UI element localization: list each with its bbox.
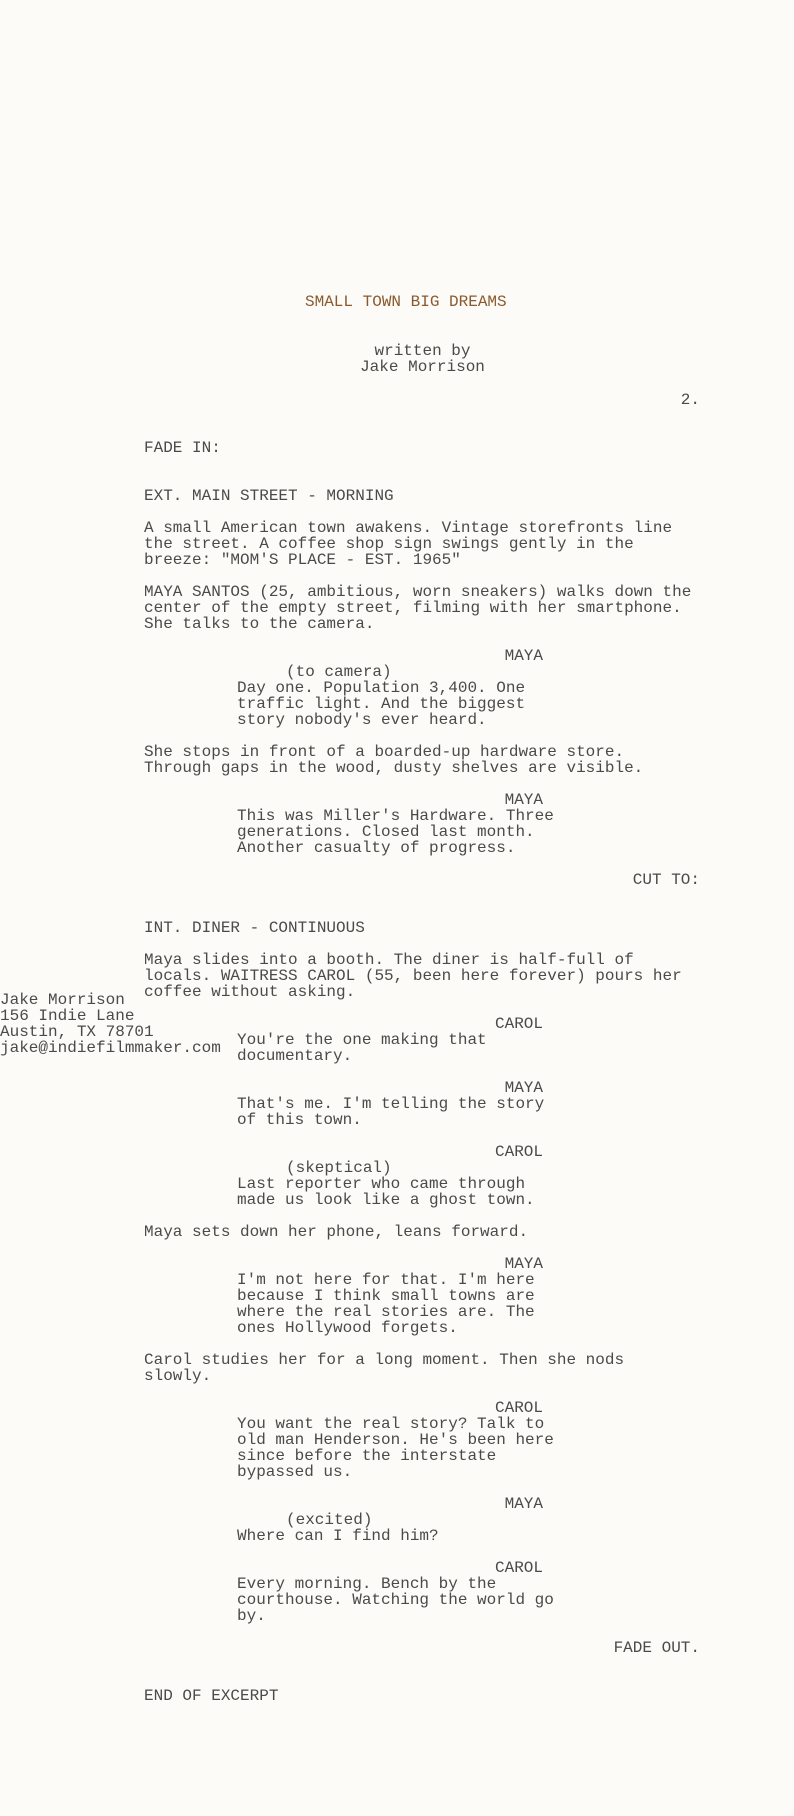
action-line: Through gaps in the wood, dusty shelves are visible. xyxy=(144,759,644,777)
action-line: center of the empty street, filming with her smartphone. xyxy=(144,599,682,617)
contact-city: Austin, TX 78701 xyxy=(0,1023,154,1041)
character-cue: MAYA xyxy=(504,1255,543,1273)
dialogue-line: bypassed us. xyxy=(237,1463,353,1481)
character-cue: CAROL xyxy=(494,1143,543,1161)
scene-heading: INT. DINER - CONTINUOUS xyxy=(144,919,365,937)
script-title: SMALL TOWN BIG DREAMS xyxy=(305,293,507,311)
dialogue-line: Where can I find him? xyxy=(237,1527,439,1545)
character-cue: MAYA xyxy=(504,1079,543,1097)
dialogue-line: ones Hollywood forgets. xyxy=(237,1319,458,1337)
action-line: Carol studies her for a long moment. Then she nods xyxy=(144,1351,625,1369)
dialogue-line: Day one. Population 3,400. One xyxy=(237,679,526,697)
action-line: breeze: "MOM'S PLACE - EST. 1965" xyxy=(144,551,461,569)
action-line: MAYA SANTOS (25, ambitious, worn sneakers) walks down the xyxy=(144,583,692,601)
dialogue-line: made us look like a ghost town. xyxy=(237,1191,535,1209)
dialogue-line: Last reporter who came through xyxy=(237,1175,526,1193)
scene-heading: EXT. MAIN STREET - MORNING xyxy=(144,487,394,505)
action-line: She stops in front of a boarded-up hardware store. xyxy=(144,743,625,761)
dialogue-line: Another casualty of progress. xyxy=(237,839,516,857)
page-number: 2. xyxy=(680,391,700,409)
action-line: slowly. xyxy=(144,1367,212,1385)
author-name: Jake Morrison xyxy=(360,358,485,376)
character-cue: MAYA xyxy=(504,1495,543,1513)
dialogue-line: because I think small towns are xyxy=(237,1287,535,1305)
character-cue: CAROL xyxy=(494,1399,543,1417)
dialogue-line: since before the interstate xyxy=(237,1447,497,1465)
character-cue: MAYA xyxy=(504,791,543,809)
dialogue-line: where the real stories are. The xyxy=(237,1303,535,1321)
parenthetical: (skeptical) xyxy=(286,1159,392,1177)
character-cue: CAROL xyxy=(494,1015,543,1033)
dialogue-line: You're the one making that xyxy=(237,1031,487,1049)
credit-line: written by xyxy=(374,342,471,360)
parenthetical: (to camera) xyxy=(286,663,392,681)
parenthetical: (excited) xyxy=(286,1511,373,1529)
action-line: She talks to the camera. xyxy=(144,615,375,633)
action-line: A small American town awakens. Vintage storefronts line xyxy=(144,519,673,537)
transition: FADE IN: xyxy=(144,439,221,457)
dialogue-line: Every morning. Bench by the xyxy=(237,1575,497,1593)
action-line: Maya slides into a booth. The diner is half-full of xyxy=(144,951,634,969)
action-line: the street. A coffee shop sign swings gently in the xyxy=(144,535,634,553)
dialogue-line: documentary. xyxy=(237,1047,353,1065)
contact-email: jake@indiefilmmaker.com xyxy=(0,1039,221,1057)
transition: FADE OUT. xyxy=(613,1639,700,1657)
dialogue-line: by. xyxy=(237,1607,266,1625)
character-cue: CAROL xyxy=(494,1559,543,1577)
contact-address: 156 Indie Lane xyxy=(0,1007,135,1025)
dialogue-line: of this town. xyxy=(237,1111,362,1129)
action-line: coffee without asking. xyxy=(144,983,356,1001)
dialogue-line: You want the real story? Talk to xyxy=(237,1415,545,1433)
transition: END OF EXCERPT xyxy=(144,1687,279,1705)
character-cue: MAYA xyxy=(504,647,543,665)
dialogue-line: story nobody's ever heard. xyxy=(237,711,487,729)
dialogue-line: generations. Closed last month. xyxy=(237,823,535,841)
dialogue-line: This was Miller's Hardware. Three xyxy=(237,807,554,825)
dialogue-line: courthouse. Watching the world go xyxy=(237,1591,554,1609)
dialogue-line: That's me. I'm telling the story xyxy=(237,1095,545,1113)
dialogue-line: old man Henderson. He's been here xyxy=(237,1431,554,1449)
transition: CUT TO: xyxy=(632,871,700,889)
contact-name: Jake Morrison xyxy=(0,991,125,1009)
action-line: locals. WAITRESS CAROL (55, been here forever) pours her xyxy=(144,967,682,985)
dialogue-line: I'm not here for that. I'm here xyxy=(237,1271,535,1289)
dialogue-line: traffic light. And the biggest xyxy=(237,695,526,713)
action-line: Maya sets down her phone, leans forward. xyxy=(144,1223,529,1241)
